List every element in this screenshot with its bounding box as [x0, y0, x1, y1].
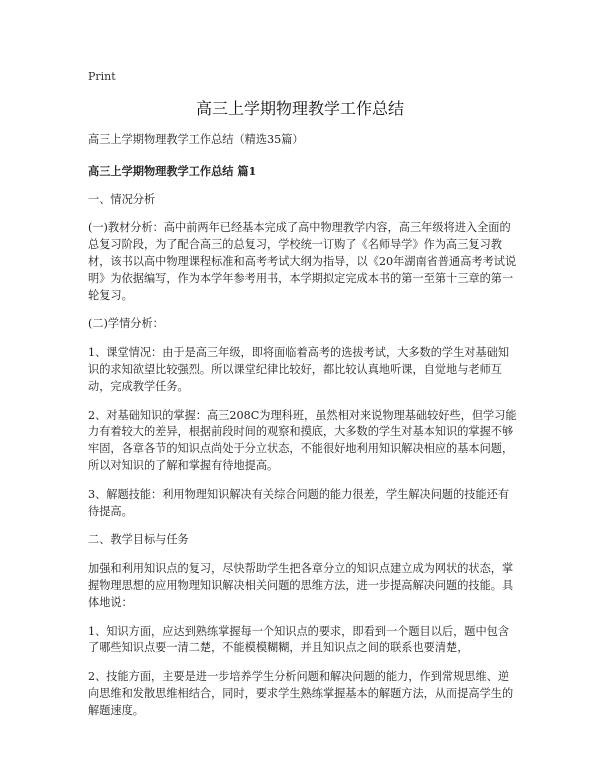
- paragraph-textbook-analysis: (一)教材分析：高中前两年已经基本完成了高中物理教学内容，高三年级将进入全面的总复习阶段，为了配合高三的总复习，学校统一订购了《名师导学》作为高三复习教材，该书以高中物理课程标准和高考考试大纲为指导，以《20年湖南省普通高考考试说明》为依据编写，作为本学年参考用书，本学期拟定完成本书的第一至第十三章的第一轮复习。: [88, 221, 517, 302]
- paragraph-basic-knowledge: 2、对基础知识的掌握：高三208C为理科班，虽然相对来说物理基础较好些，但学习能力有着较大的差异，根据前段时间的观察和摸底，大多数的学生对基本知识的掌握不够牢固，各章各节的知识点尚处于分立状态，不能很好地利用知识解决相应的基本问题，所以对知识的了解和掌握有待地提高。: [88, 408, 517, 472]
- paragraph-classroom: 1、课堂情况：由于是高三年级，即将面临着高考的选拔考试，大多数的学生对基础知识的求知欲望比较强烈。所以课堂纪律比较好，都比较认真地听课，自觉地与老师互动，完成教学任务。: [88, 346, 510, 393]
- paragraph-knowledge-goal: 1、知识方面，应达到熟练掌握每一个知识点的要求，即看到一个题目以后，题中包含了哪些知识点要一清二楚，不能模模糊糊，并且知识点之间的联系也要清楚，: [88, 624, 510, 655]
- section-heading: 高三上学期物理教学工作总结 篇1: [88, 163, 257, 178]
- paragraph-problem-solving: 3、解题技能：利用物理知识解决有关综合问题的能力很差，学生解决问题的技能还有待提高。: [88, 487, 510, 518]
- document-body: [88, 132, 518, 732]
- page-title: 高三上学期物理教学工作总结: [195, 99, 404, 118]
- heading-student-analysis: (二)学情分析：: [88, 317, 164, 331]
- paragraph-review: 加强和利用知识点的复习，尽快帮助学生把各章分立的知识点建立成为网状的状态，掌握物理思想的应用物理知识解决相关问题的思维方法，进一步提高解决问题的技能。具体地说：: [88, 562, 514, 609]
- heading-situation-analysis: 一、情况分析: [88, 192, 156, 206]
- paragraph-skill-goal: 2、技能方面，主要是进一步培养学生分析问题和解决问题的能力，作到常规思维、逆向思维和发散思维相结合，同时，要求学生熟练掌握基本的解题方法，从而提高学生的解题速度。: [88, 670, 514, 717]
- heading-goals-tasks: 二、教学目标与任务: [88, 533, 189, 547]
- document-subtitle: 高三上学期物理教学工作总结（精选35篇）: [88, 133, 304, 146]
- print-link[interactable]: Print: [88, 70, 116, 83]
